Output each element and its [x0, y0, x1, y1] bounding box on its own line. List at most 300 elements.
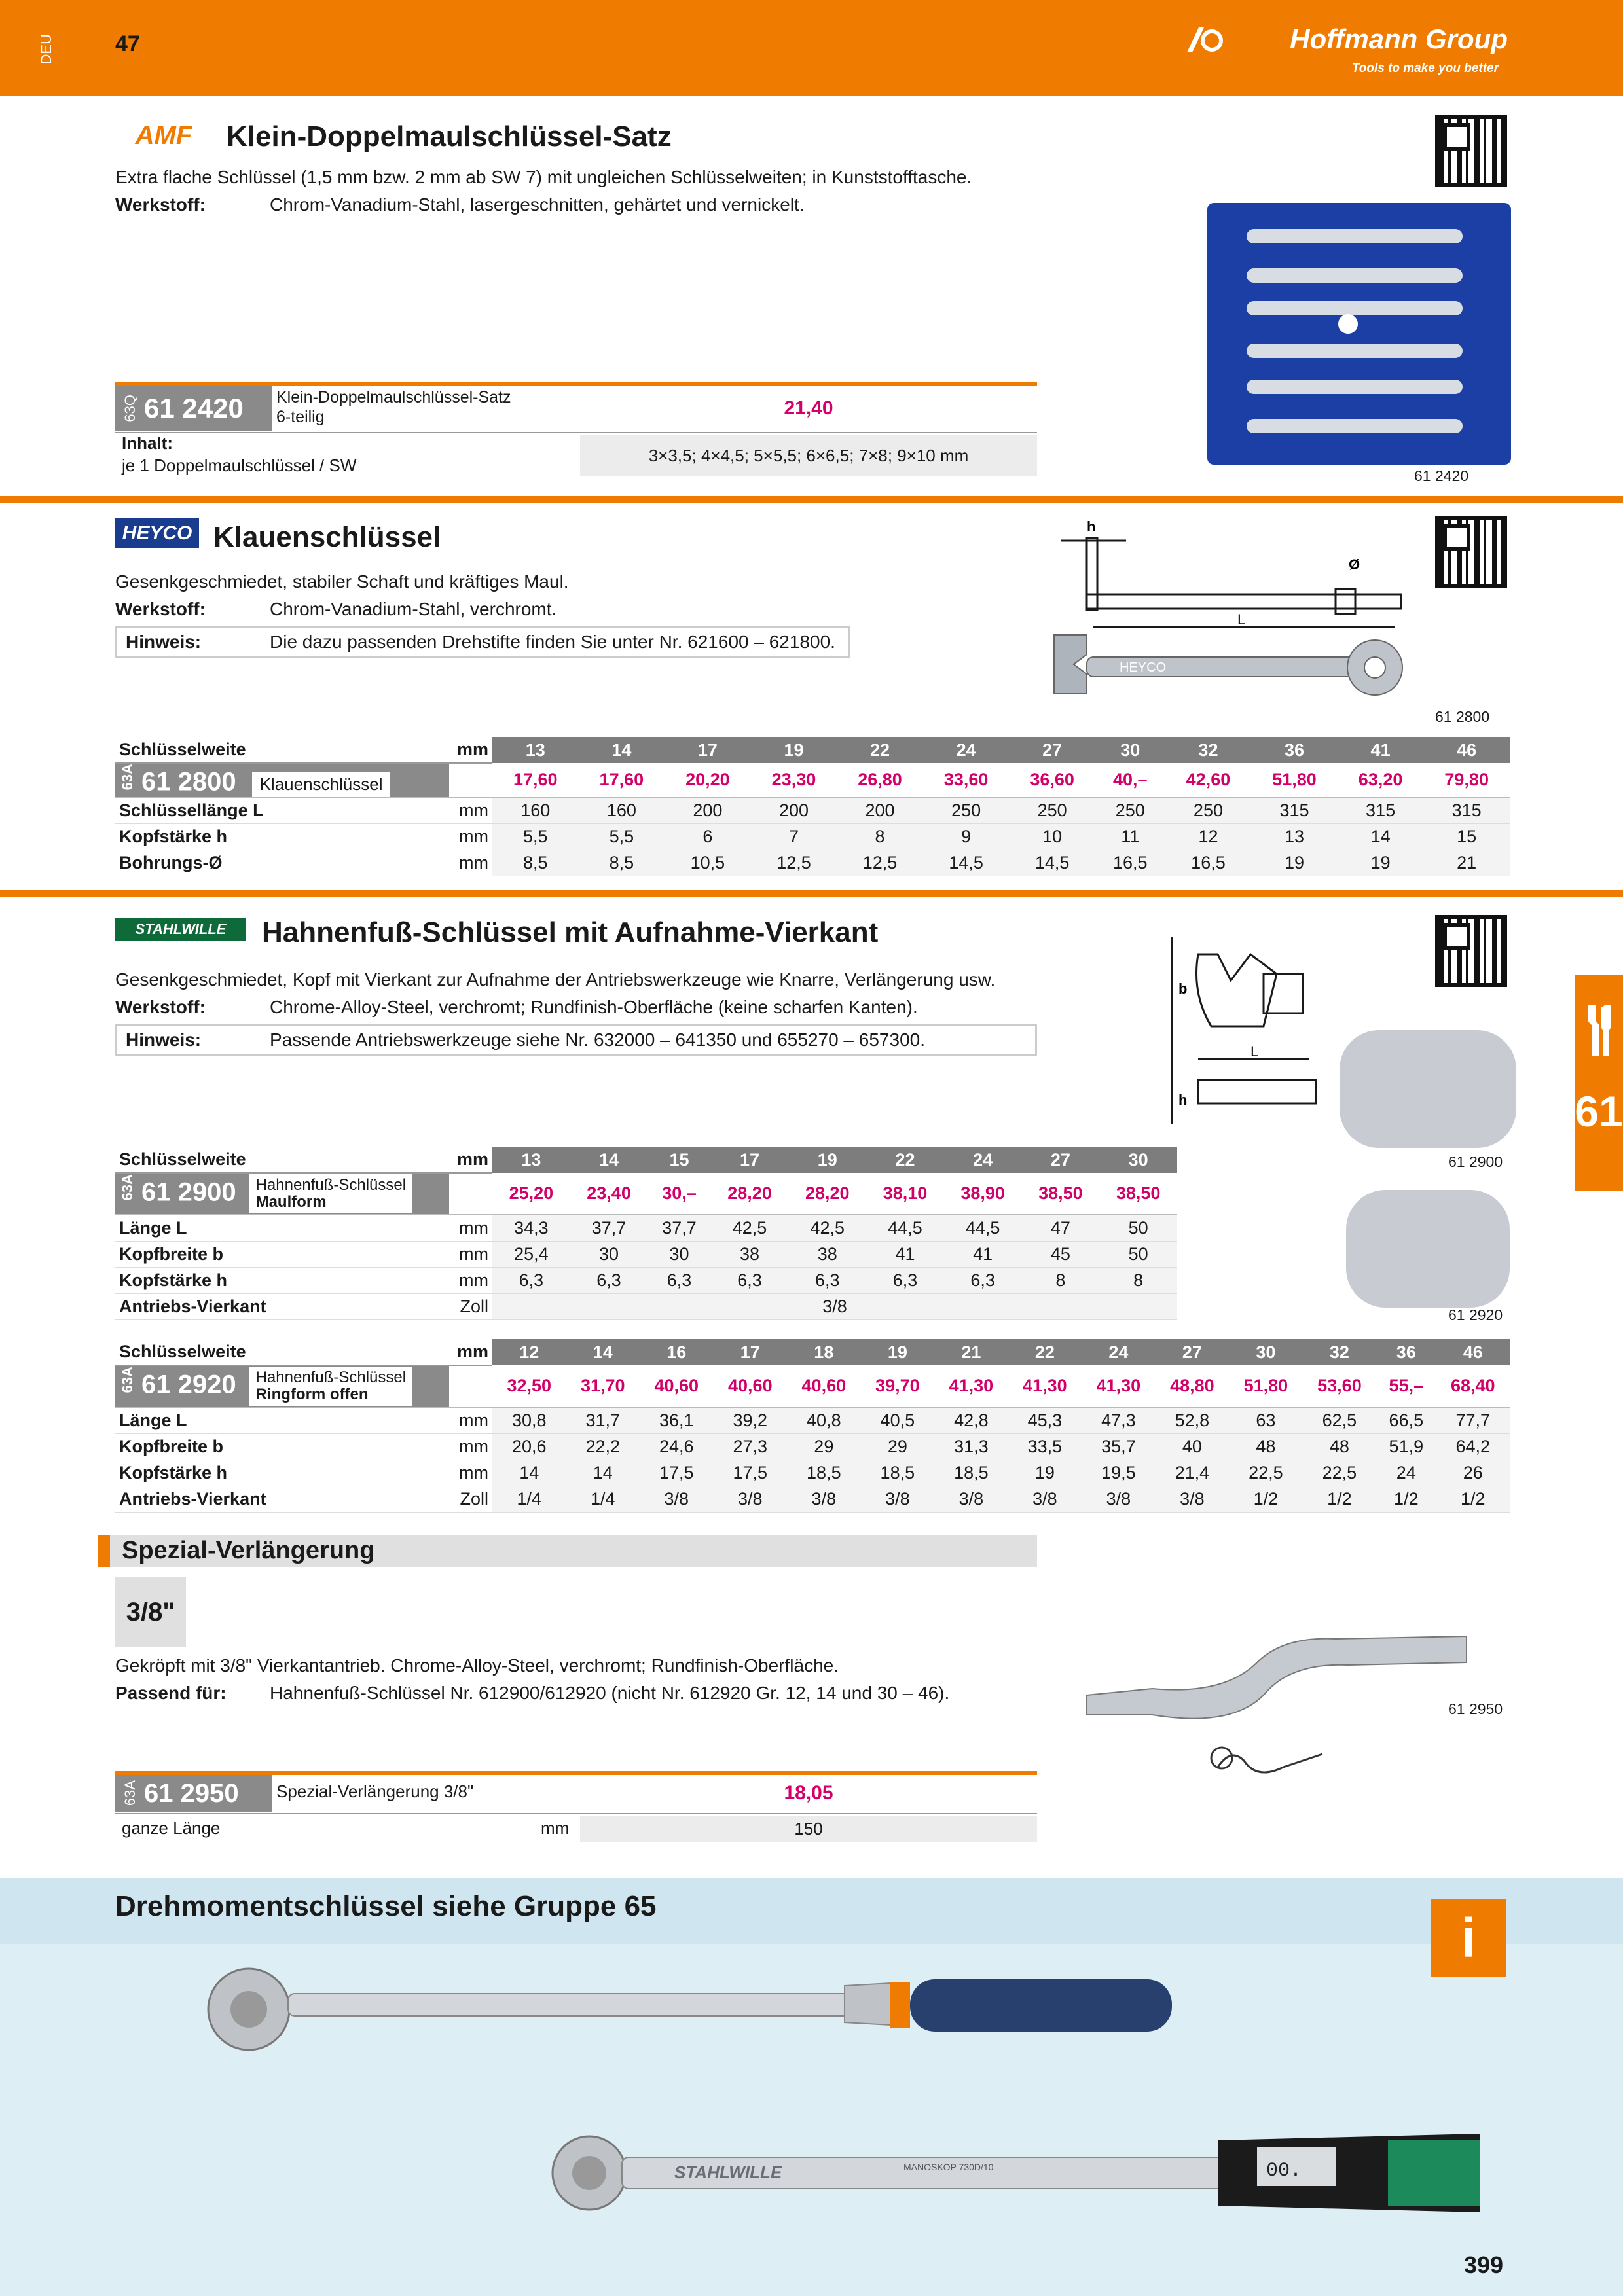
value-cell: 39,2 [714, 1407, 788, 1433]
value-cell: 33,5 [1008, 1433, 1082, 1460]
info-icon[interactable]: i [1431, 1899, 1506, 1977]
value-cell: 47 [1022, 1215, 1100, 1241]
price-cell: 36,60 [1009, 763, 1095, 797]
value-cell: 9 [923, 823, 1010, 850]
table-row [115, 1293, 1177, 1319]
length-value: 150 [580, 1816, 1037, 1842]
value-cell: 45 [1022, 1241, 1100, 1267]
row-unit: mm [449, 797, 492, 823]
table-row [115, 1241, 1177, 1267]
value-cell: 48 [1229, 1433, 1303, 1460]
price-cell: 41,30 [1082, 1365, 1156, 1407]
value-cell: 20,6 [492, 1433, 566, 1460]
value-cell: 37,7 [647, 1215, 710, 1241]
extension-image [1074, 1623, 1480, 1793]
price-cell: 17,60 [579, 763, 665, 797]
image-caption: 61 2920 [1448, 1306, 1503, 1323]
price-cell: 26,80 [837, 763, 923, 797]
value-cell: 22,5 [1303, 1460, 1377, 1486]
chapter-tab-number: 61 [1575, 1087, 1623, 1136]
price-cell: 38,50 [1022, 1173, 1100, 1215]
value-cell: 63 [1229, 1407, 1303, 1433]
brand-name: Hoffmann Group [1290, 24, 1508, 54]
product-line-1: Hahnenfuß-Schlüssel [255, 1176, 407, 1194]
value-cell: 17,5 [640, 1460, 714, 1486]
section-description: Gesenkgeschmiedet, Kopf mit Vierkant zur Aufnahme der Antriebswerkzeuge wie Knarre, Verlängerung usw. [115, 969, 996, 990]
size-cell: 21 [934, 1339, 1008, 1365]
size-cell: 30 [1099, 1147, 1177, 1173]
value-cell: 66,5 [1376, 1407, 1436, 1433]
value-cell: 41 [944, 1241, 1022, 1267]
table-row [115, 1267, 1177, 1293]
price-row [115, 1365, 1510, 1407]
product-name [276, 387, 577, 427]
article-cell [115, 1173, 449, 1215]
header-label: Schlüsselweite [115, 737, 449, 763]
value-cell: 24,6 [640, 1433, 714, 1460]
value-cell: 250 [1095, 797, 1165, 823]
table-row [115, 1407, 1510, 1433]
value-cell: 18,5 [787, 1460, 861, 1486]
dim-l: L [1250, 1043, 1259, 1060]
size-cell: 46 [1423, 737, 1510, 763]
material-text: Chrom-Vanadium-Stahl, verchromt. [270, 599, 557, 619]
tool-engraving: HEYCO [1120, 660, 1167, 675]
article-number: 61 2900 [141, 1177, 236, 1207]
row-unit: Zoll [449, 1486, 492, 1512]
value-cell: 160 [492, 797, 579, 823]
value-cell: 42,8 [934, 1407, 1008, 1433]
value-cell: 3/8 [861, 1486, 935, 1512]
value-cell: 315 [1423, 797, 1510, 823]
value-cell: 29 [787, 1433, 861, 1460]
qr-code [1435, 115, 1507, 187]
wrench-set-image [1207, 203, 1511, 465]
size-cell: 17 [665, 737, 751, 763]
size-cell: 13 [492, 1147, 570, 1173]
value-cell: 36,1 [640, 1407, 714, 1433]
value-cell: 11 [1095, 823, 1165, 850]
price-cell: 38,10 [866, 1173, 944, 1215]
value-cell: 10 [1009, 823, 1095, 850]
torque-wrench-image-2 [537, 2101, 1493, 2232]
article-cell [115, 386, 272, 431]
article-code: 63A [119, 1367, 136, 1393]
value-cell: 47,3 [1082, 1407, 1156, 1433]
price-cell: 51,80 [1251, 763, 1338, 797]
header-label: Schlüsselweite [115, 1339, 449, 1365]
row-label: Schlüssellänge L [115, 797, 449, 823]
crowfoot-open-image [1340, 1030, 1516, 1148]
size-cell: 22 [1008, 1339, 1082, 1365]
value-cell: 41 [866, 1241, 944, 1267]
content-label: Inhalt: [122, 433, 173, 453]
note-text: Die dazu passenden Drehstifte finden Sie unter Nr. 621600 – 621800. [270, 632, 835, 652]
size-cell: 22 [866, 1147, 944, 1173]
table-row [115, 797, 1510, 823]
wrench-brand-engraving: STAHLWILLE [674, 2162, 782, 2182]
value-cell: 14,5 [923, 850, 1010, 876]
value-cell: 38 [788, 1241, 866, 1267]
content-sub: je 1 Doppelmaulschlüssel / SW [122, 456, 357, 475]
image-caption: 61 2900 [1448, 1153, 1503, 1170]
price-cell: 40,60 [787, 1365, 861, 1407]
row-unit: Zoll [449, 1293, 492, 1319]
value-cell: 40 [1156, 1433, 1230, 1460]
size-cell: 19 [751, 737, 837, 763]
dim-h: h [1087, 518, 1096, 535]
value-cell: 6,3 [788, 1267, 866, 1293]
price-cell: 63,20 [1338, 763, 1424, 797]
image-caption: 61 2800 [1435, 708, 1490, 725]
fit-label: Passend für: [115, 1683, 227, 1703]
article-code: 63Q [122, 395, 138, 422]
price-cell: 40,60 [640, 1365, 714, 1407]
value-cell: 315 [1338, 797, 1424, 823]
section-divider [0, 496, 1623, 503]
value-cell: 1/2 [1303, 1486, 1377, 1512]
value-cell: 31,7 [566, 1407, 640, 1433]
value-cell: 15 [1423, 823, 1510, 850]
price-row [115, 1173, 1177, 1215]
size-cell: 18 [787, 1339, 861, 1365]
size-cell: 16 [640, 1339, 714, 1365]
section-description: Gesenkgeschmiedet, stabiler Schaft und kräftiges Maul. [115, 571, 569, 592]
value-cell: 200 [837, 797, 923, 823]
value-cell: 50 [1099, 1241, 1177, 1267]
value-cell: 6,3 [944, 1267, 1022, 1293]
value-cell: 35,7 [1082, 1433, 1156, 1460]
value-cell: 6,3 [492, 1267, 570, 1293]
row-label: Antriebs-Vierkant [115, 1486, 449, 1512]
value-cell: 25,4 [492, 1241, 570, 1267]
chapter-tab[interactable] [1575, 975, 1623, 1191]
value-cell: 3/8 [1156, 1486, 1230, 1512]
value-cell: 64,2 [1436, 1433, 1510, 1460]
product-line-1: Hahnenfuß-Schlüssel [255, 1369, 407, 1386]
article-number: 61 2420 [144, 393, 244, 423]
image-caption: 61 2950 [1448, 1700, 1503, 1717]
product-line-2: 6-teilig [276, 408, 325, 426]
row-label: Kopfstärke h [115, 1460, 449, 1486]
tools-icon [1582, 1001, 1615, 1060]
stahlwille-logo: STAHLWILLE [115, 918, 246, 941]
value-cell: 6,3 [647, 1267, 710, 1293]
value-cell: 160 [579, 797, 665, 823]
section-title: Klauenschlüssel [213, 521, 441, 553]
value-cell: 6,3 [711, 1267, 789, 1293]
size-cell: 32 [1165, 737, 1252, 763]
claw-wrench-drawing [1048, 517, 1427, 713]
material-text: Chrom-Vanadium-Stahl, lasergeschnitten, gehärtet und vernickelt. [270, 194, 805, 215]
size-cell: 32 [1303, 1339, 1377, 1365]
size-cell: 14 [566, 1339, 640, 1365]
page-number: 399 [1464, 2251, 1504, 2278]
value-cell: 12,5 [751, 850, 837, 876]
value-cell: 6,3 [570, 1267, 648, 1293]
product-line-2: Ringform offen [255, 1386, 369, 1403]
article-number: 61 2920 [141, 1370, 236, 1399]
price-cell: 28,20 [788, 1173, 866, 1215]
fit-text: Hahnenfuß-Schlüssel Nr. 612900/612920 (nicht Nr. 612920 Gr. 12, 14 und 30 – 46). [270, 1683, 950, 1703]
row-label: Länge L [115, 1215, 449, 1241]
size-cell: 24 [923, 737, 1010, 763]
section-title: Klein-Doppelmaulschlüssel-Satz [227, 120, 672, 152]
price-cell: 17,60 [492, 763, 579, 797]
price-cell: 48,80 [1156, 1365, 1230, 1407]
value-cell: 77,7 [1436, 1407, 1510, 1433]
price-cell: 40,60 [714, 1365, 788, 1407]
row-unit: mm [449, 823, 492, 850]
size-cell: 19 [861, 1339, 935, 1365]
value-cell: 1/2 [1376, 1486, 1436, 1512]
price-cell: 41,30 [1008, 1365, 1082, 1407]
material-label: Werkstoff: [115, 997, 206, 1017]
size-cell: 27 [1156, 1339, 1230, 1365]
value-cell: 16,5 [1095, 850, 1165, 876]
value-cell: 44,5 [944, 1215, 1022, 1241]
value-cell: 18,5 [861, 1460, 935, 1486]
header-label: Schlüsselweite [115, 1147, 449, 1173]
subsection-bar [98, 1535, 1037, 1567]
row-label: Kopfbreite b [115, 1241, 449, 1267]
size-cell: 15 [647, 1147, 710, 1173]
value-cell: 19 [1251, 850, 1338, 876]
divider [115, 1813, 1037, 1814]
value-cell: 8,5 [492, 850, 579, 876]
value-cell: 26 [1436, 1460, 1510, 1486]
value-cell: 19,5 [1082, 1460, 1156, 1486]
section-divider [0, 890, 1623, 897]
row-unit: mm [449, 850, 492, 876]
value-cell: 6,3 [866, 1267, 944, 1293]
value-cell: 22,5 [1229, 1460, 1303, 1486]
value-cell: 6 [665, 823, 751, 850]
section-description: Gekröpft mit 3/8" Vierkantantrieb. Chrome-Alloy-Steel, verchromt; Rundfinish-Oberfläche. [115, 1655, 839, 1676]
value-cell: 8 [837, 823, 923, 850]
qr-code [1435, 915, 1507, 987]
size-cell: 24 [1082, 1339, 1156, 1365]
value-cell: 200 [665, 797, 751, 823]
value-cell: 17,5 [714, 1460, 788, 1486]
article-cell [115, 763, 449, 797]
table-row [115, 1486, 1510, 1512]
value-cell: 45,3 [1008, 1407, 1082, 1433]
header-unit: mm [449, 737, 492, 763]
section-title: Hahnenfuß-Schlüssel mit Aufnahme-Vierkant [262, 916, 879, 948]
price-cell: 51,80 [1229, 1365, 1303, 1407]
value-cell: 40,5 [861, 1407, 935, 1433]
size-cell: 36 [1251, 737, 1338, 763]
price: 21,40 [784, 397, 833, 419]
value-cell: 18,5 [934, 1460, 1008, 1486]
price-row [115, 763, 1510, 797]
note-text: Passende Antriebswerkzeuge siehe Nr. 632000 – 641350 und 655270 – 657300. [270, 1030, 925, 1050]
row-label: Antriebs-Vierkant [115, 1293, 449, 1319]
row-label: Länge L [115, 1407, 449, 1433]
section-description: Extra flache Schlüssel (1,5 mm bzw. 2 mm ab SW 7) mit ungleichen Schlüsselweiten; in Kunststofftasche. [115, 167, 972, 187]
image-caption: 61 2420 [1414, 467, 1469, 484]
product-name [249, 1367, 412, 1406]
header-unit: mm [449, 1339, 492, 1365]
price: 18,05 [784, 1782, 833, 1804]
price-cell: 55,– [1376, 1365, 1436, 1407]
value-cell: 10,5 [665, 850, 751, 876]
price-cell: 20,20 [665, 763, 751, 797]
value-cell: 19 [1338, 850, 1424, 876]
value-cell: 250 [1009, 797, 1095, 823]
price-cell: 33,60 [923, 763, 1010, 797]
value-cell: 14,5 [1009, 850, 1095, 876]
value-cell: 315 [1251, 797, 1338, 823]
content-value: 3×3,5; 4×4,5; 5×5,5; 6×6,5; 7×8; 9×10 mm [580, 435, 1037, 476]
crowfoot-open-table [115, 1147, 1177, 1320]
value-cell: 37,7 [570, 1215, 648, 1241]
size-cell: 27 [1009, 737, 1095, 763]
header-unit: mm [449, 1147, 492, 1173]
subsection-accent [98, 1535, 110, 1567]
value-cell: 8 [1022, 1267, 1100, 1293]
size-cell: 17 [714, 1339, 788, 1365]
length-unit: mm [541, 1818, 570, 1838]
value-cell: 7 [751, 823, 837, 850]
divider [115, 432, 1037, 433]
dim-diameter: Ø [1349, 556, 1360, 573]
table-row [115, 823, 1510, 850]
size-cell: 13 [492, 737, 579, 763]
chapter-number: 47 [115, 31, 140, 56]
value-cell: 5,5 [579, 823, 665, 850]
value-cell: 30 [570, 1241, 648, 1267]
value-cell: 27,3 [714, 1433, 788, 1460]
unit-cell [449, 763, 492, 797]
dim-l: L [1237, 611, 1246, 628]
row-label: Kopfstärke h [115, 1267, 449, 1293]
value-cell: 42,5 [711, 1215, 789, 1241]
price-cell: 68,40 [1436, 1365, 1510, 1407]
row-label: Bohrungs-Ø [115, 850, 449, 876]
value-cell: 29 [861, 1433, 935, 1460]
price-cell: 39,70 [861, 1365, 935, 1407]
size-cell: 12 [492, 1339, 566, 1365]
size-cell: 46 [1436, 1339, 1510, 1365]
price-cell: 28,20 [711, 1173, 789, 1215]
row-unit: mm [449, 1267, 492, 1293]
value-cell: 31,3 [934, 1433, 1008, 1460]
value-cell: 34,3 [492, 1215, 570, 1241]
row-unit: mm [449, 1215, 492, 1241]
price-cell: 41,30 [934, 1365, 1008, 1407]
value-cell: 22,2 [566, 1433, 640, 1460]
crowfoot-ring-table [115, 1339, 1510, 1513]
value-cell: 8 [1099, 1267, 1177, 1293]
value-cell: 48 [1303, 1433, 1377, 1460]
value-cell: 3/8 [1008, 1486, 1082, 1512]
article-cell [115, 1365, 449, 1407]
row-unit: mm [449, 1460, 492, 1486]
value-cell: 62,5 [1303, 1407, 1377, 1433]
size-cell: 24 [944, 1147, 1022, 1173]
article-code: 63A [119, 1174, 136, 1201]
value-cell: 3/8 [1082, 1486, 1156, 1512]
price-cell: 25,20 [492, 1173, 570, 1215]
price-cell: 40,– [1095, 763, 1165, 797]
claw-wrench-table [115, 737, 1510, 876]
value-cell: 30 [647, 1241, 710, 1267]
value-cell: 12 [1165, 823, 1252, 850]
qr-code [1435, 516, 1507, 588]
size-cell: 36 [1376, 1339, 1436, 1365]
heyco-logo: HEYCO [115, 518, 199, 548]
product-line-1: Klein-Doppelmaulschlüssel-Satz [276, 388, 511, 406]
value-cell: 250 [923, 797, 1010, 823]
row-label: Kopfstärke h [115, 823, 449, 850]
material-text: Chrome-Alloy-Steel, verchromt; Rundfinish-Oberfläche (keine scharfen Kanten). [270, 997, 918, 1017]
size-cell: 17 [711, 1147, 789, 1173]
value-cell: 16,5 [1165, 850, 1252, 876]
product-line-2: Maulform [255, 1193, 327, 1211]
table-header-row [115, 1339, 1510, 1365]
article-cell [115, 1775, 272, 1812]
subsection-title: Spezial-Verlängerung [122, 1537, 375, 1564]
brand-tagline: Tools to make you better [1351, 62, 1499, 75]
unit-cell [449, 1365, 492, 1407]
value-cell: 3/8 [787, 1486, 861, 1512]
row-unit: mm [449, 1407, 492, 1433]
language-code: DEU [38, 34, 54, 65]
size-cell: 22 [837, 737, 923, 763]
material-label: Werkstoff: [115, 194, 206, 215]
value-cell: 13 [1251, 823, 1338, 850]
article-number: 61 2800 [141, 767, 236, 797]
product-name: Spezial-Verlängerung 3/8" [276, 1782, 474, 1801]
unit-cell [449, 1173, 492, 1215]
price-cell: 53,60 [1303, 1365, 1377, 1407]
size-cell: 19 [788, 1147, 866, 1173]
value-cell: 21 [1423, 850, 1510, 876]
value-cell: 42,5 [788, 1215, 866, 1241]
row-label: Kopfbreite b [115, 1433, 449, 1460]
value-cell: 50 [1099, 1215, 1177, 1241]
material-label: Werkstoff: [115, 599, 206, 619]
article-code: 63A [122, 1780, 138, 1806]
value-cell: 12,5 [837, 850, 923, 876]
table-row [115, 850, 1510, 876]
value-cell: 250 [1165, 797, 1252, 823]
product-name [249, 1174, 412, 1213]
wrench-model-engraving: MANOSKOP 730D/10 [903, 2162, 994, 2172]
value-cell: 3/8 [934, 1486, 1008, 1512]
price-cell: 23,30 [751, 763, 837, 797]
table-header-row [115, 1147, 1177, 1173]
size-cell: 27 [1022, 1147, 1100, 1173]
table-row [115, 1215, 1177, 1241]
price-cell: 23,40 [570, 1173, 648, 1215]
drive-size-badge: 3/8" [115, 1577, 186, 1647]
value-cell: 51,9 [1376, 1433, 1436, 1460]
note-label: Hinweis: [126, 1030, 202, 1050]
value-cell: 38 [711, 1241, 789, 1267]
value-cell: 44,5 [866, 1215, 944, 1241]
value-cell: 14 [492, 1460, 566, 1486]
footer-band [0, 1878, 1623, 2296]
value-cell: 200 [751, 797, 837, 823]
value-cell: 14 [566, 1460, 640, 1486]
size-cell: 41 [1338, 737, 1424, 763]
article-code: 63A [119, 764, 136, 791]
value-cell: 52,8 [1156, 1407, 1230, 1433]
size-cell: 30 [1095, 737, 1165, 763]
